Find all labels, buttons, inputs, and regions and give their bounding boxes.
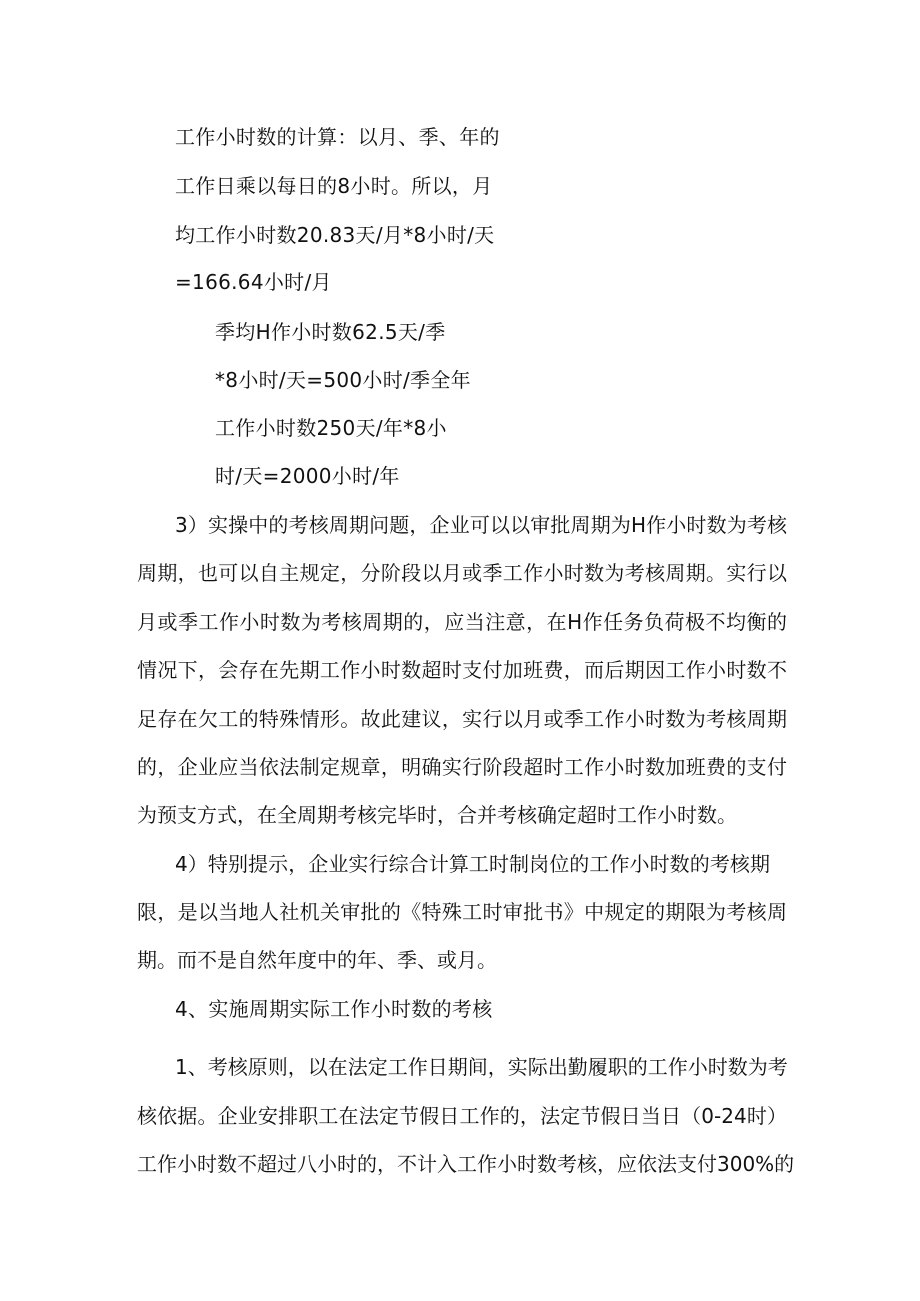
calc-line-3: 均工作小时数20.83天/月*8小时/天 bbox=[175, 223, 495, 247]
calc-line-2: 工作日乘以每日的8小时。所以，月 bbox=[175, 174, 493, 198]
quarter-line-3: 工作小时数250天/年*8小 bbox=[215, 416, 447, 440]
para-3-line-1: 3）实操中的考核周期问题，企业可以以审批周期为H作小时数为考核 bbox=[175, 513, 787, 537]
para-1-line-2: 核依据。企业安排职工在法定节假日工作的，法定节假日当日（0-24时） bbox=[137, 1104, 787, 1128]
para-1-line-3: 工作小时数不超过八小时的，不计入工作小时数考核，应依法支付300%的 bbox=[137, 1152, 795, 1176]
para-3-line-4: 情况下，会存在先期工作小时数超时支付加班费，而后期因工作小时数不 bbox=[137, 658, 787, 682]
para-3-line-2: 周期，也可以自主规定，分阶段以月或季工作小时数为考核周期。实行以 bbox=[137, 561, 787, 585]
para-3-line-5: 足存在欠工的特殊情形。故此建议，实行以月或季工作小时数为考核周期 bbox=[137, 707, 787, 731]
para-3-line-7: 为预支方式，在全周期考核完毕时，合并考核确定超时工作小时数。 bbox=[137, 803, 737, 827]
para-4-line-2: 限，是以当地人社机关审批的《特殊工时审批书》中规定的期限为考核周 bbox=[137, 900, 787, 924]
calc-line-4: =166.64小时/月 bbox=[175, 270, 332, 294]
para-3-line-6: 的，企业应当依法制定规章，明确实行阶段超时工作小时数加班费的支付 bbox=[137, 755, 787, 779]
para-3-line-3: 月或季工作小时数为考核周期的，应当注意，在H作任务负荷极不均衡的 bbox=[137, 610, 787, 634]
quarter-line-1: 季均H作小时数62.5天/季 bbox=[215, 320, 446, 344]
para-4-line-1: 4）特别提示，企业实行综合计算工时制岗位的工作小时数的考核期 bbox=[175, 852, 770, 876]
calc-line-1: 工作小时数的计算：以月、季、年的 bbox=[175, 125, 500, 149]
para-4-line-3: 期。而不是自然年度中的年、季、或月。 bbox=[137, 948, 497, 972]
para-1-line-1: 1、考核原则，以在法定工作日期间，实际出勤履职的工作小时数为考 bbox=[175, 1055, 788, 1079]
quarter-line-2: *8小时/天=500小时/季全年 bbox=[215, 368, 471, 392]
section-heading: 4、实施周期实际工作小时数的考核 bbox=[175, 997, 493, 1021]
quarter-line-4: 时/天=2000小时/年 bbox=[215, 464, 400, 488]
